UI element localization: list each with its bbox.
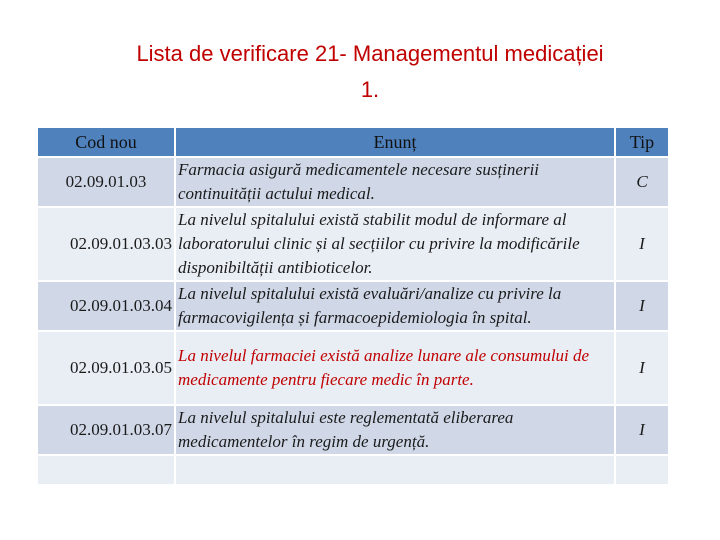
table-header-row xyxy=(37,127,669,157)
page-title xyxy=(40,36,700,108)
table-row xyxy=(37,157,669,207)
row-type: I xyxy=(615,331,669,405)
row-text: Farmacia asigură medicamentele necesare susținerii continuității actului medical. xyxy=(175,157,615,207)
row-code: 02.09.01.03.04 xyxy=(37,281,175,331)
header-tip: Tip xyxy=(615,127,669,157)
row-code: 02.09.01.03.03 xyxy=(37,207,175,281)
table-row xyxy=(37,405,669,455)
row-text: La nivelul spitalului există stabilit modul de informare al laboratorului clinic și al secțiilor cu privire la modificările disponibiltății antibioticelor. xyxy=(175,207,615,281)
table-row-empty xyxy=(37,455,669,485)
empty-cell xyxy=(37,455,175,485)
empty-cell xyxy=(175,455,615,485)
row-type: C xyxy=(615,157,669,207)
empty-cell xyxy=(615,455,669,485)
row-type: I xyxy=(615,207,669,281)
row-type: I xyxy=(615,405,669,455)
table-row xyxy=(37,207,669,281)
header-cod-nou: Cod nou xyxy=(37,127,175,157)
checklist-table xyxy=(36,126,670,486)
row-code: 02.09.01.03.05 xyxy=(37,331,175,405)
header-enunt: Enunț xyxy=(175,127,615,157)
row-code: 02.09.01.03.07 xyxy=(37,405,175,455)
row-code: 02.09.01.03 xyxy=(37,157,175,207)
row-text: La nivelul spitalului există evaluări/analize cu privire la farmacovigilența și farmacoepidemiologia în spital. xyxy=(175,281,615,331)
title-line-1: Lista de verificare 21- Managementul medicației xyxy=(136,41,604,66)
table-row xyxy=(37,281,669,331)
table-row xyxy=(37,331,669,405)
row-text: La nivelul spitalului este reglementată eliberarea medicamentelor în regim de urgență. xyxy=(175,405,615,455)
row-text-highlighted: La nivelul farmaciei există analize lunare ale consumului de medicamente pentru fiecare medic în parte. xyxy=(175,331,615,405)
title-line-2: 1. xyxy=(360,77,380,102)
row-type: I xyxy=(615,281,669,331)
